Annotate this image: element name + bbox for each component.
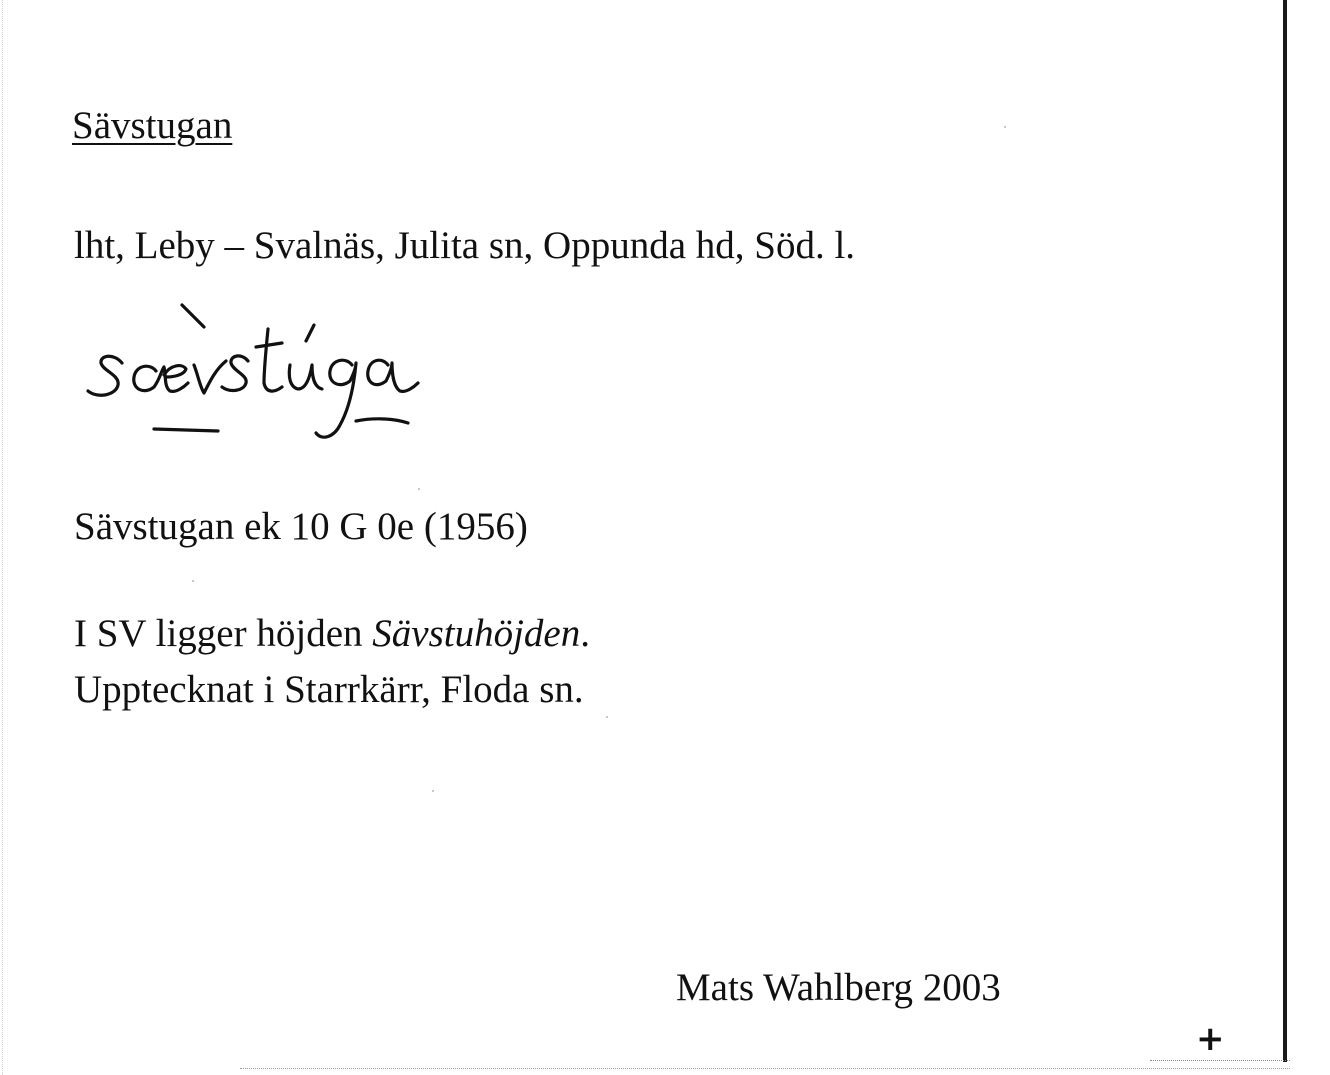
note-line-2: Upptecknat i Starrkärr, Floda sn. (74, 668, 584, 711)
scan-speck (192, 580, 194, 582)
note-line-1 (74, 614, 590, 653)
left-scan-edge (2, 0, 3, 1075)
note-line-1-prefix: I SV ligger höjden (74, 612, 373, 655)
right-border-line (1283, 0, 1287, 1062)
scan-speck (606, 716, 608, 718)
bottom-scan-edge (240, 1068, 1290, 1069)
scan-speck (432, 790, 434, 792)
note-line-1-suffix: . (580, 612, 590, 655)
map-reference: Sävstugan ek 10 G 0e (1956) (74, 505, 528, 548)
scan-speck (1004, 126, 1006, 128)
signature-line: Mats Wahlberg 2003 (676, 966, 1001, 1009)
scan-speck (418, 488, 420, 490)
card-heading: Sävstugan (72, 104, 233, 147)
bottom-right-edge (1150, 1060, 1290, 1061)
location-line: lht, Leby – Svalnäs, Julita sn, Oppunda hd, Söd. l. (74, 224, 856, 267)
handwriting-drawing (70, 295, 550, 460)
corner-plus-mark: + (1196, 1019, 1225, 1059)
handwritten-pronunciation (70, 295, 550, 460)
note-line-1-italic-name: Sävstuhöjden (372, 612, 581, 655)
